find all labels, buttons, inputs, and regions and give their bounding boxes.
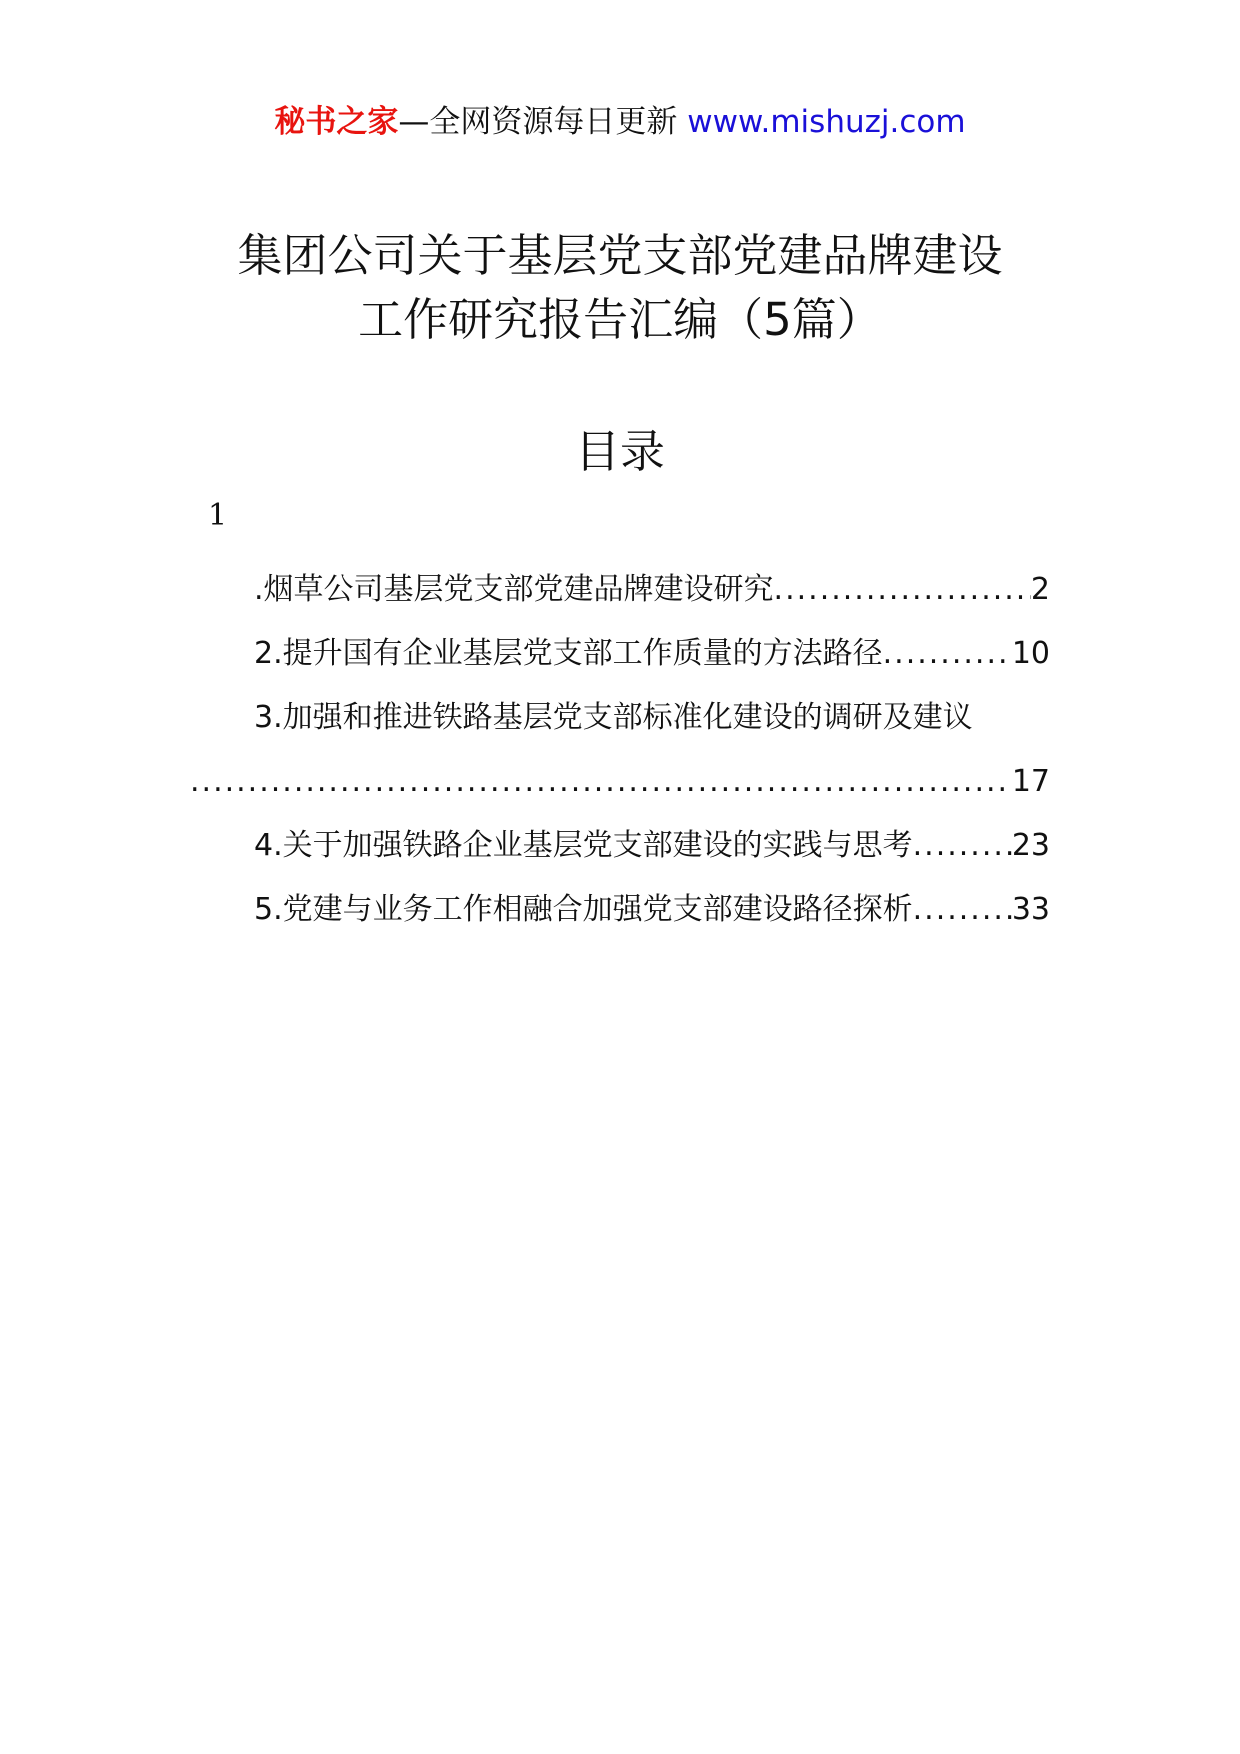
banner-tagline: —全网资源每日更新 [398,104,688,140]
toc-stray-number: 1 [208,498,228,533]
document-title-line-2: 工作研究报告汇编（5篇） [358,293,882,346]
toc-leader-dots [913,878,1012,942]
toc-entry-page: 2 [1030,572,1050,607]
toc-entry-page: 17 [1011,764,1050,799]
toc-entry-title: 4.关于加强铁路企业基层党支部建设的实践与思考 [254,828,913,863]
toc-leader-dots [190,750,1012,814]
toc-leader-dots [774,558,1031,622]
toc-entry-page: 10 [1011,636,1050,671]
site-url-link[interactable]: www.mishuzj.com [687,104,966,140]
toc-entry-title: .烟草公司基层党支部党建品牌建设研究 [254,572,774,607]
toc-entry-title: 3.加强和推进铁路基层党支部标准化建设的调研及建议 [254,700,973,735]
brand-name: 秘书之家 [274,104,399,140]
toc-heading: 目录 [574,425,665,478]
table-of-contents [190,558,1050,942]
document-title-line-1: 集团公司关于基层党支部党建品牌建设 [237,229,1003,282]
toc-entry-4[interactable] [190,814,1050,878]
toc-entry-page: 23 [1011,828,1050,863]
toc-leader-dots [913,814,1012,878]
toc-entry-2[interactable] [190,622,1050,686]
site-banner [0,100,1240,144]
toc-entry-title: 5.党建与业务工作相融合加强党支部建设路径探析 [254,892,913,927]
toc-entry-1[interactable] [190,558,1050,622]
toc-entry-page: 33 [1011,892,1050,927]
toc-entry-3[interactable] [190,686,1050,814]
toc-leader-dots [883,622,1012,686]
toc-entry-title: 2.提升国有企业基层党支部工作质量的方法路径 [254,636,883,671]
document-title [0,224,1240,352]
toc-entry-5[interactable] [190,878,1050,942]
